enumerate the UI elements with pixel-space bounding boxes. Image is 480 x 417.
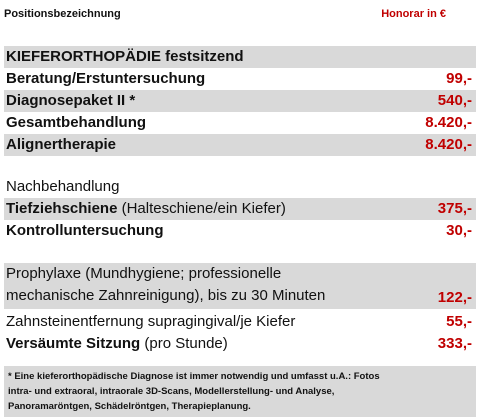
row-label: Alignertherapie bbox=[6, 136, 117, 153]
row-price: 375,- bbox=[437, 200, 472, 217]
table-row bbox=[4, 134, 476, 156]
table-row-prophylaxe bbox=[4, 263, 476, 309]
row-price: 99,- bbox=[446, 70, 472, 87]
section-title-kfo bbox=[4, 46, 476, 68]
row-label: Zahnsteinentfernung supragingival/je Kiefer bbox=[6, 313, 296, 330]
section-title: KIEFERORTHOPÄDIE festsitzend bbox=[6, 48, 244, 65]
table-row bbox=[4, 220, 476, 242]
table-row bbox=[4, 112, 476, 134]
table-header bbox=[4, 8, 476, 24]
row-label: Beratung/Erstuntersuchung bbox=[6, 70, 206, 87]
section-title-nachbehandlung bbox=[4, 176, 476, 198]
table-row bbox=[4, 198, 476, 220]
row-price: 30,- bbox=[446, 222, 472, 239]
row-label: Versäumte Sitzung (pro Stunde) bbox=[6, 335, 228, 352]
row-price: 8.420,- bbox=[425, 114, 472, 131]
row-label: Gesamtbehandlung bbox=[6, 114, 147, 131]
row-label-line1: Prophylaxe (Mundhygiene; professionelle bbox=[6, 265, 282, 282]
table-row bbox=[4, 333, 476, 355]
row-label: Kontrolluntersuchung bbox=[6, 222, 164, 239]
row-label: Tiefziehschiene (Halteschiene/ein Kiefer) bbox=[6, 200, 286, 217]
row-price: 8.420,- bbox=[425, 136, 472, 153]
footnote-line1: * Eine kieferorthopädische Diagnose ist immer notwendig und umfasst u.A.: Fotos bbox=[8, 371, 380, 382]
section-title: Nachbehandlung bbox=[6, 178, 120, 195]
table-row bbox=[4, 311, 476, 333]
row-price: 122,- bbox=[437, 289, 472, 306]
footnote-line2: intra- und extraoral, intraorale 3D-Scans, Modellerstellung- und Analyse, bbox=[8, 386, 335, 397]
row-price: 333,- bbox=[437, 335, 472, 352]
column-header-fee: Honorar in € bbox=[381, 8, 446, 20]
row-label: Diagnosepaket II * bbox=[6, 92, 136, 109]
row-label-line2: mechanische Zahnreinigung), bis zu 30 Minuten bbox=[6, 287, 326, 304]
row-price: 55,- bbox=[446, 313, 472, 330]
row-price: 540,- bbox=[437, 92, 472, 109]
table-row bbox=[4, 90, 476, 112]
footnote-line3: Panoramaröntgen, Schädelröntgen, Therapieplanung. bbox=[8, 401, 251, 412]
footnote bbox=[4, 366, 476, 417]
column-header-position: Positionsbezeichnung bbox=[4, 8, 121, 20]
table-row bbox=[4, 68, 476, 90]
